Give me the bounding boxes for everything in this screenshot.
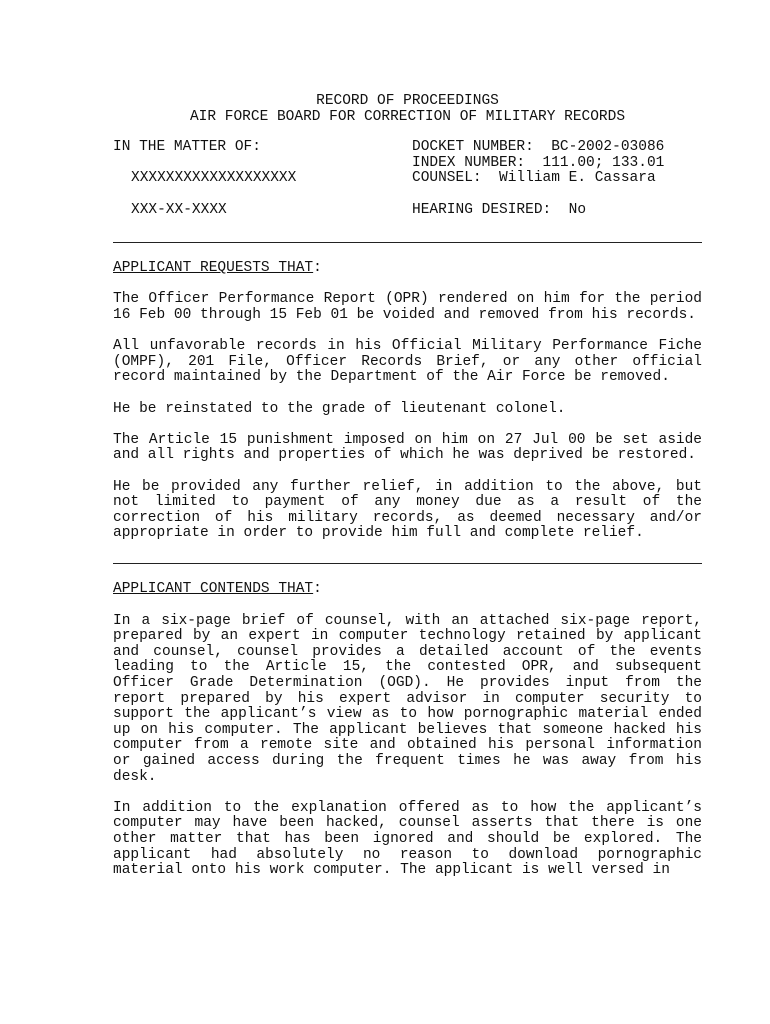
document-header [113,94,702,125]
document-body [113,94,702,894]
request-paragraph: The Article 15 punishment imposed on him on 27 Jul 00 be set aside and all rights and properties of which he was deprived be restored. [113,431,702,464]
contends-heading [113,582,702,598]
contends-heading-colon: : [313,581,322,598]
request-paragraph: He be reinstated to the grade of lieutenant colonel. [113,400,566,417]
requests-heading [113,261,702,277]
requests-heading-text: APPLICANT REQUESTS THAT [113,260,314,277]
request-paragraph: The Officer Performance Report (OPR) rendered on him for the period 16 Feb 00 through 15 Feb 01 be voided and removed from his records. [113,291,702,323]
spacer [113,156,393,172]
spacer [412,187,702,203]
hearing-desired: HEARING DESIRED: No [412,201,587,218]
docket-number: DOCKET NUMBER: BC-2002-03086 [412,139,665,156]
case-info-right [412,140,702,218]
applicant-name: XXXXXXXXXXXXXXXXXXX [131,170,297,187]
request-paragraph: He be provided any further relief, in addition to the above, but not limited to payment of any money due as a result of the correction of his military records, as deemed necessary and/or appropriate in order to provide him full and complete relief. [113,478,702,542]
index-number: INDEX NUMBER: 111.00; 133.01 [412,154,665,171]
contends-paragraph: In a six-page brief of counsel, with an attached six-page report, prepared by an expert in computer technology retained by applicant and counsel, counsel provides a detailed account of the events leading to the Article 15, the contested OPR, and subsequent Officer Grade Determination (OGD). He provides input from the report prepared by his expert advisor in computer security to support the applicant’s view as to how pornographic material ended up on his computer. The applicant believes that someone hacked his computer from a remote site and obtained his personal information or gained access during the frequent times he was away from his desk. [113,612,702,785]
contends-heading-text: APPLICANT CONTENDS THAT [113,581,314,598]
spacer [113,187,393,203]
case-info-left [113,140,393,218]
applicant-ssn: XXX-XX-XXXX [131,201,227,218]
counsel-name: COUNSEL: William E. Cassara [412,170,656,187]
matter-label: IN THE MATTER OF: [113,139,261,156]
request-paragraph: All unfavorable records in his Official Military Performance Fiche (OMPF), 201 File, Officer Records Brief, or any other official record maintained by the Department of the Air Force be removed. [113,338,702,386]
contends-paragraph: In addition to the explanation offered as to how the applicant’s computer may have been hacked, counsel asserts that there is one other matter that has been ignored and should be explored. The applicant had absolutely no reason to download pornographic material onto his work computer. The applicant is well versed in [113,799,702,879]
case-info [113,140,702,220]
spacer [113,277,702,293]
spacer [113,598,702,614]
header-subtitle: AIR FORCE BOARD FOR CORRECTION OF MILITARY RECORDS [189,108,626,125]
requests-heading-colon: : [313,260,322,277]
header-title: RECORD OF PROCEEDINGS [316,93,499,109]
